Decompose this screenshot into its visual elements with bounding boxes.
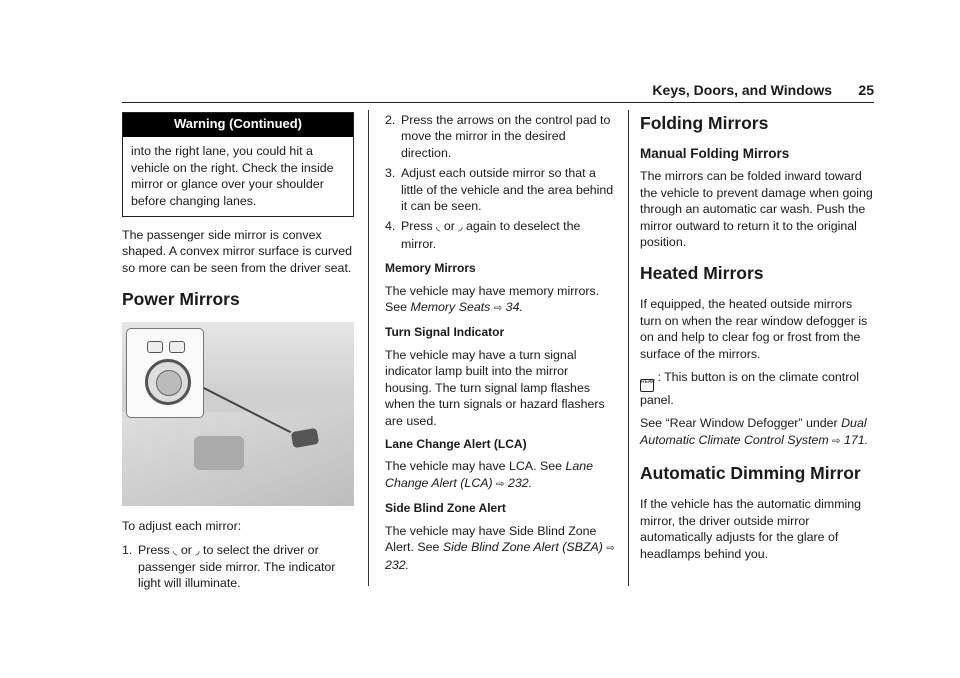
turn-signal-heading: Turn Signal Indicator: [385, 325, 505, 340]
sbza-paragraph: The vehicle may have Side Blind Zone Alert. See Side Blind Zone Alert (SBZA) ⇨ 232.: [385, 523, 615, 573]
step-1: 1. Press ◟ or ◞ to select the driver or passenger side mirror. The indicator light will illuminate.: [122, 542, 336, 591]
manual-folding-heading: Manual Folding Mirrors: [640, 146, 790, 161]
control-pad-illustration: [145, 359, 191, 405]
column-3: [640, 112, 874, 569]
adjust-intro: To adjust each mirror:: [122, 519, 242, 534]
lca-heading: Lane Change Alert (LCA): [385, 436, 527, 451]
heated-paragraph: If equipped, the heated outside mirrors turn on when the rear window defogger is on and help to clear fog or frost from the surface of the mirrors.: [640, 297, 868, 361]
page-header: [122, 82, 874, 103]
sbza-heading: Side Blind Zone Alert: [385, 501, 506, 516]
see-paragraph: See “Rear Window Defogger” under Dual Automatic Climate Control System ⇨ 171.: [640, 416, 869, 447]
column-1: [122, 112, 354, 596]
step-2: 2. Press the arrows on the control pad to move the mirror in the desired direction.: [385, 113, 611, 160]
page-arrow-icon: ⇨: [606, 542, 615, 554]
page-arrow-icon: ⇨: [496, 478, 505, 490]
left-mirror-icon: ◟: [436, 221, 441, 234]
folding-mirrors-heading: Folding Mirrors: [640, 113, 769, 133]
page-arrow-icon: ⇨: [493, 303, 503, 315]
lca-link[interactable]: Lane Change Alert (LCA): [385, 459, 594, 490]
warning-title: Warning (Continued): [123, 113, 353, 137]
right-mirror-icon: ◞: [195, 544, 200, 557]
power-mirrors-heading: Power Mirrors: [122, 289, 240, 310]
step-4: 4. Press ◟ or ◞ again to deselect the mirror.: [385, 219, 581, 251]
memory-paragraph: The vehicle may have memory mirrors. See Memory Seats ⇨ 34.: [385, 283, 600, 315]
section-title: Keys, Doors, and Windows: [652, 82, 832, 98]
memory-mirrors-heading: Memory Mirrors: [385, 261, 476, 276]
manual-folding-paragraph: The mirrors can be folded inward toward the vehicle to prevent damage when going through an automatic car wash. Push the mirror outward to return it to the original position.: [640, 169, 873, 250]
control-pad-center: [156, 370, 182, 396]
right-mirror-icon: ◞: [458, 221, 463, 234]
dimming-mirror-heading: Automatic Dimming Mirror: [640, 463, 861, 484]
column-2: [385, 112, 615, 581]
step-3: 3. Adjust each outside mirror so that a little of the vehicle and the area behind it can be seen.: [385, 166, 614, 214]
left-mirror-button-illustration: [147, 341, 163, 353]
warning-box: [122, 112, 354, 217]
page-arrow-icon: ⇨: [832, 435, 841, 447]
memory-seats-link[interactable]: Memory Seats: [410, 300, 491, 315]
rear-button-paragraph: REAR : This button is on the climate control panel.: [640, 370, 860, 408]
door-handle-illustration: [194, 436, 244, 470]
warning-body: into the right lane, you could hit a vehicle on the right. Check the inside mirror or glance over your shoulder before changing lanes.: [131, 144, 334, 208]
right-mirror-button-illustration: [169, 341, 185, 353]
page-number: 25: [858, 82, 874, 98]
sbza-link[interactable]: Side Blind Zone Alert (SBZA): [442, 539, 603, 554]
control-pad-inset: [126, 328, 204, 418]
power-mirror-figure: [122, 322, 354, 506]
turn-signal-paragraph: The vehicle may have a turn signal indicator lamp built into the mirror housing. The turn signal lamp flashes when the turn signals or hazard flashers are used.: [385, 347, 605, 428]
rear-defog-icon: REAR: [640, 379, 654, 392]
lca-paragraph: The vehicle may have LCA. See Lane Change Alert (LCA) ⇨ 232.: [385, 459, 594, 490]
heated-mirrors-heading: Heated Mirrors: [640, 263, 764, 284]
column-divider-1: [368, 110, 369, 586]
climate-control-link[interactable]: Dual Automatic Climate Control System: [640, 416, 867, 447]
left-mirror-icon: ◟: [173, 544, 178, 557]
column-divider-2: [628, 110, 629, 586]
dimming-paragraph: If the vehicle has the automatic dimming mirror, the driver outside mirror automatically adjusts for the glare of headlamps behind you.: [640, 497, 862, 561]
convex-paragraph: The passenger side mirror is convex shaped. A convex mirror surface is curved so more can be seen from the driver seat.: [122, 228, 353, 275]
